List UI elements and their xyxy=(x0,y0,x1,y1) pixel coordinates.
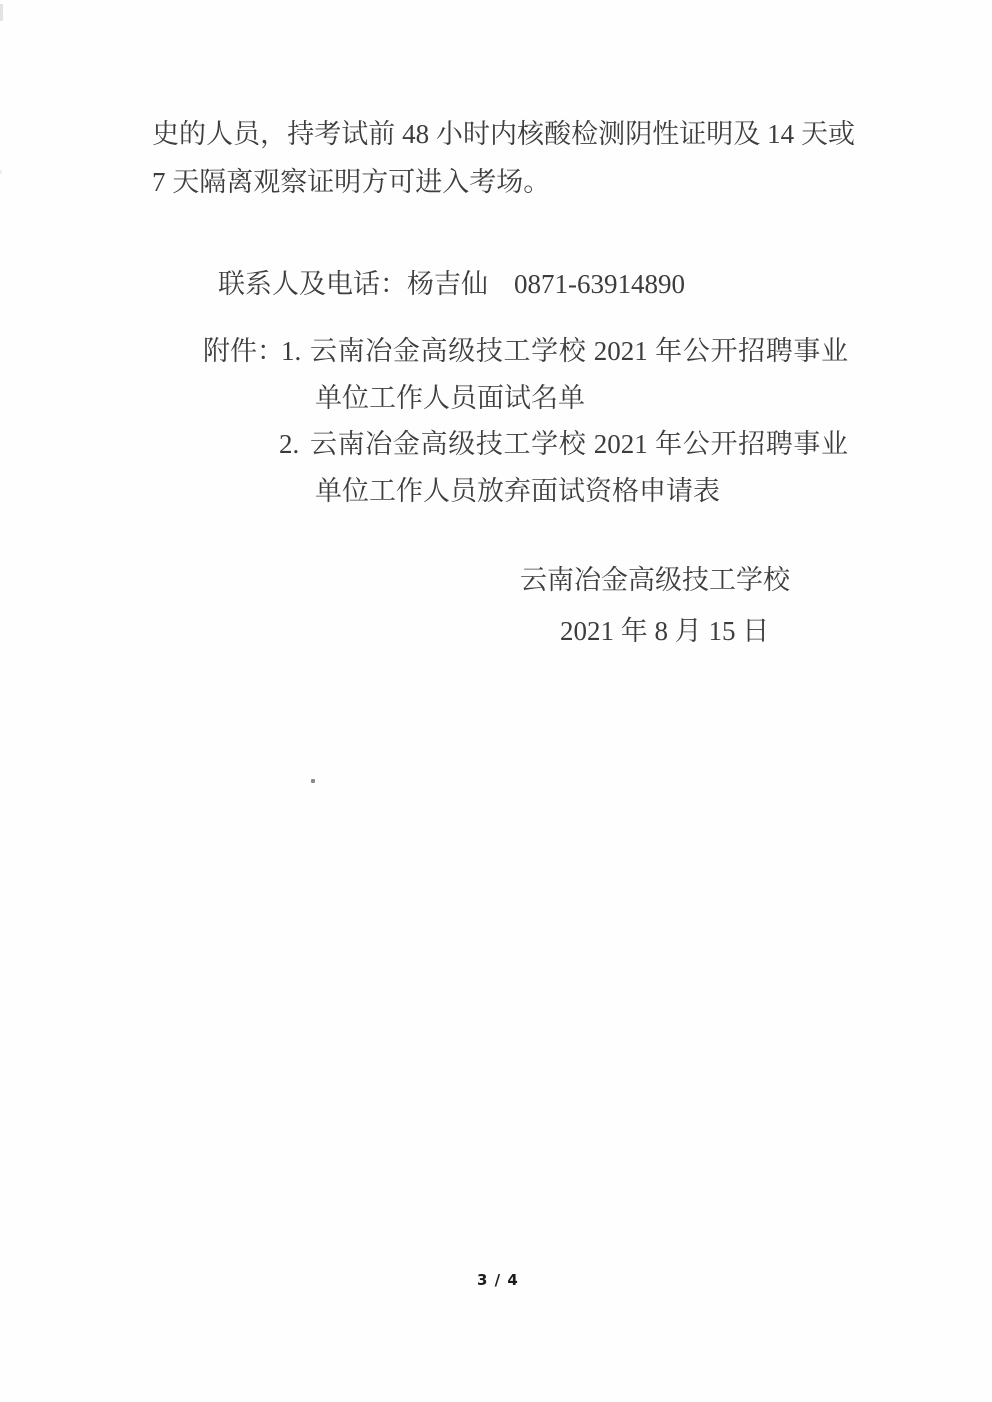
scan-edge-speck xyxy=(0,170,2,174)
signature-organization: 云南冶金高级技工学校 xyxy=(520,565,790,595)
body-paragraph-line-1: 史的人员，持考试前 48 小时内核酸检测阴性证明及 14 天或 xyxy=(152,119,855,149)
attachment-2-number: 2. xyxy=(279,429,300,459)
contact-line xyxy=(191,241,685,328)
signature-date: 2021 年 8 月 15 日 xyxy=(560,616,770,646)
scan-edge-mark xyxy=(0,4,3,21)
contact-label: 联系人及电话： xyxy=(218,269,407,299)
attachments-label: 附件： xyxy=(203,336,284,366)
attachment-2-title-line-2: 单位工作人员放弃面试资格申请表 xyxy=(315,476,720,506)
scan-artifact-dot xyxy=(311,779,315,783)
page-number: 3 / 4 xyxy=(477,1271,519,1289)
attachment-2-title-line-1: 云南冶金高级技工学校 2021 年公开招聘事业 xyxy=(310,429,848,459)
attachment-1-number: 1. xyxy=(281,336,302,366)
attachment-1-title-line-2: 单位工作人员面试名单 xyxy=(315,383,585,413)
contact-person-name: 杨吉仙 xyxy=(407,269,488,299)
attachment-1-title-line-1: 云南冶金高级技工学校 2021 年公开招聘事业 xyxy=(310,336,848,366)
body-paragraph-line-2: 7 天隔离观察证明方可进入考场。 xyxy=(152,167,551,197)
contact-phone-number: 0871-63914890 xyxy=(514,269,685,299)
